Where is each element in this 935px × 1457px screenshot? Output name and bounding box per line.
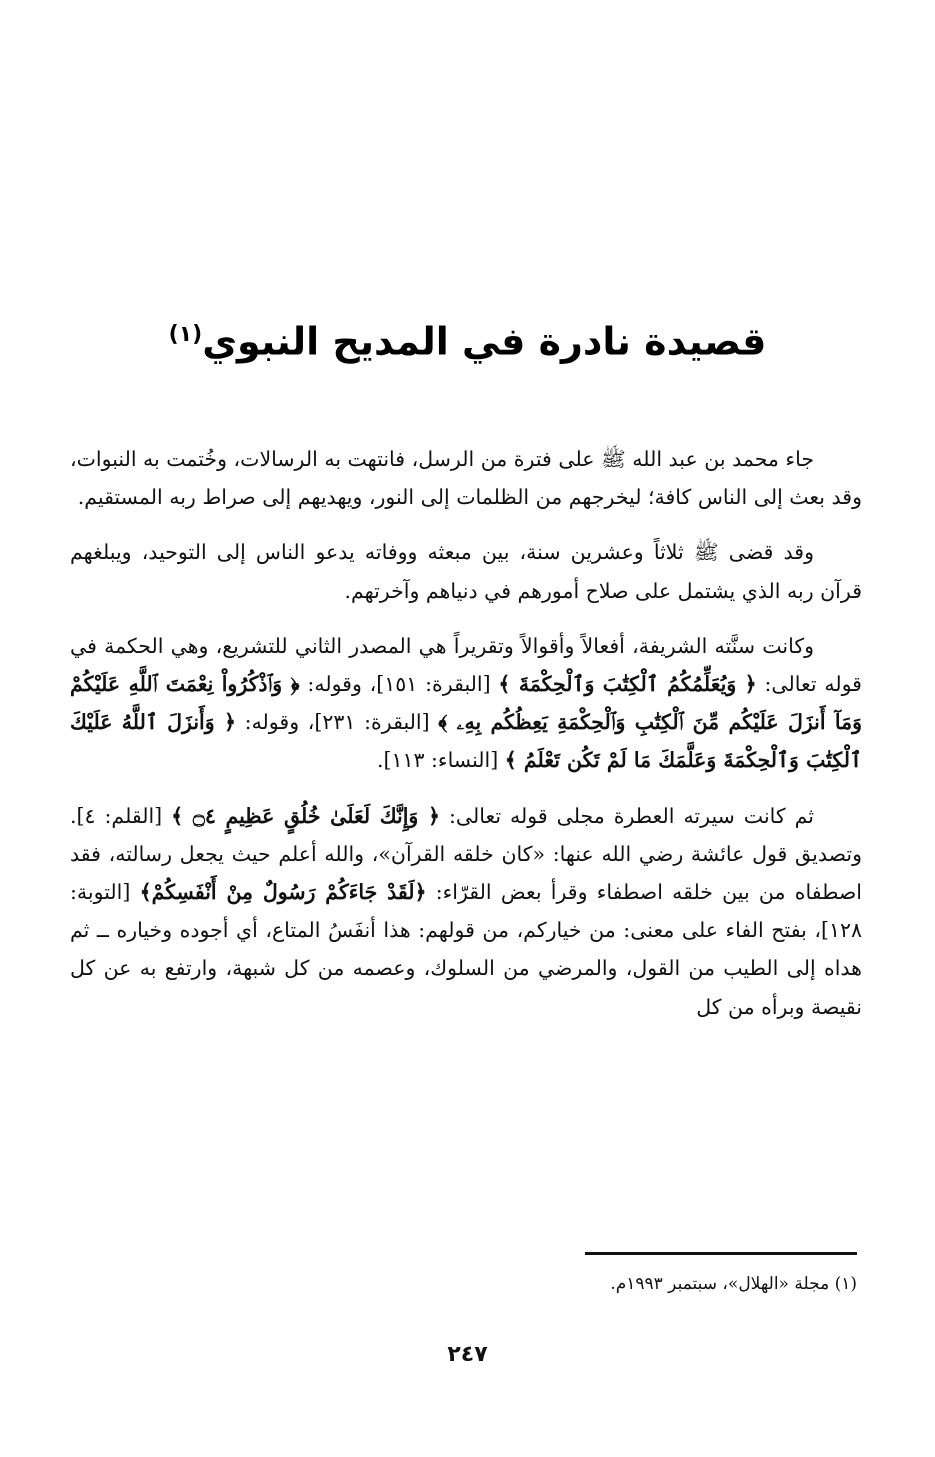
paragraph-3 [70,627,862,780]
page-title [70,300,865,377]
quran-verse-baqarah-151: ﴿ وَيُعَلِّمُكُمُ ٱلْكِتَٰبَ وَٱلْحِكْمَةَ ﴾ [498,672,757,697]
title-text: قصيدة نادرة في المديح النبوي [202,319,767,364]
title-footnote-marker: (١) [168,322,203,347]
quran-verse-qalam-4: ﴿ وَإِنَّكَ لَعَلَىٰ خُلُقٍ عَظِيمٍ ۝٤ ﴾ [171,803,440,828]
paragraph-3-text-4: [النساء: ١١٣]. [376,748,505,773]
quran-verse-baqarah-231: ﴿ وَٱذْكُرُواْ نِعْمَتَ ٱللَّهِ عَلَيْكُمْ وَمَآ أَنزَلَ عَلَيْكُم مِّنَ ٱلْكِتَٰبِ وَٱلْحِكْمَةِ يَعِظُكُم بِهِۦ ﴾ [70,672,862,735]
quran-verse-nisa-113: ﴿ وَأَنزَلَ ٱللَّهُ عَلَيْكَ ٱلْكِتَٰبَ وَٱلْحِكْمَةَ وَعَلَّمَكَ مَا لَمْ تَكُن تَعْلَمُ ﴾ [70,710,862,773]
paragraph-4-text-2: [القلم: ٤]. وتصديق قول عائشة رضي الله عنها: «كان خلقه القرآن»، والله أعلم حيث يجعل رسالته، فقد اصطفاه من بين خلقه اصطفاء وقرأ بعض القرّاء: [70,803,863,905]
paragraph-2: وقد قضى ﷺ ثلاثاً وعشرين سنة، بين مبعثه ووفاته يدعو الناس إلى التوحيد، ويبلغهم قرآن ربه الذي يشتمل على صلاح أمورهم في دنياهم وآخرتهم. [70,540,862,603]
paragraph-4-text-1: ثم كانت سيرته العطرة مجلى قوله تعالى: [439,803,814,828]
paragraph-4 [70,797,862,1026]
paragraph-3-text-1: وكانت سنَّته الشريفة، أفعالاً وأقوالاً وتقريراً هي المصدر الثاني للتشريع، وهي الحكمة في قوله تعالى: [70,633,862,697]
paragraph-3-text-3: [البقرة: ٢٣١]، وقوله: [235,710,439,735]
quran-verse-tawbah-128: ﴿لَقَدْ جَاءَكُمْ رَسُولٌ مِنْ أَنْفَسِكُمْ﴾ [139,880,427,905]
page-number: ٢٤٧ [447,1342,488,1367]
paragraph-1: جاء محمد بن عبد الله ﷺ على فترة من الرسل، فانتهت به الرسالات، وخُتمت به النبوات، وقد بعث إلى الناس كافة؛ ليخرجهم من الظلمات إلى النور، ويهديهم إلى صراط ربه المستقيم. [70,447,862,510]
paragraph-3-text-2: [البقرة: ١٥١]، وقوله: [299,672,499,697]
paragraph-4-text-3: [التوبة: ١٢٨]، بفتح الفاء على معنى: من خياركم، من قولهم: هذا أنفَسُ المتاع، أي أجوده وخياره ــ ثم هداه إلى الطيب من القول، والمرضي من السلوك، وعصمه من كل شبهة، وارتفع به عن كل نقيصة وبرأه من كل [70,880,862,1019]
footnote: (١) مجلة «الهلال»، سبتمبر ١٩٩٣م. [610,1274,857,1294]
body-text [70,440,862,1043]
footnote-divider [585,1252,857,1255]
